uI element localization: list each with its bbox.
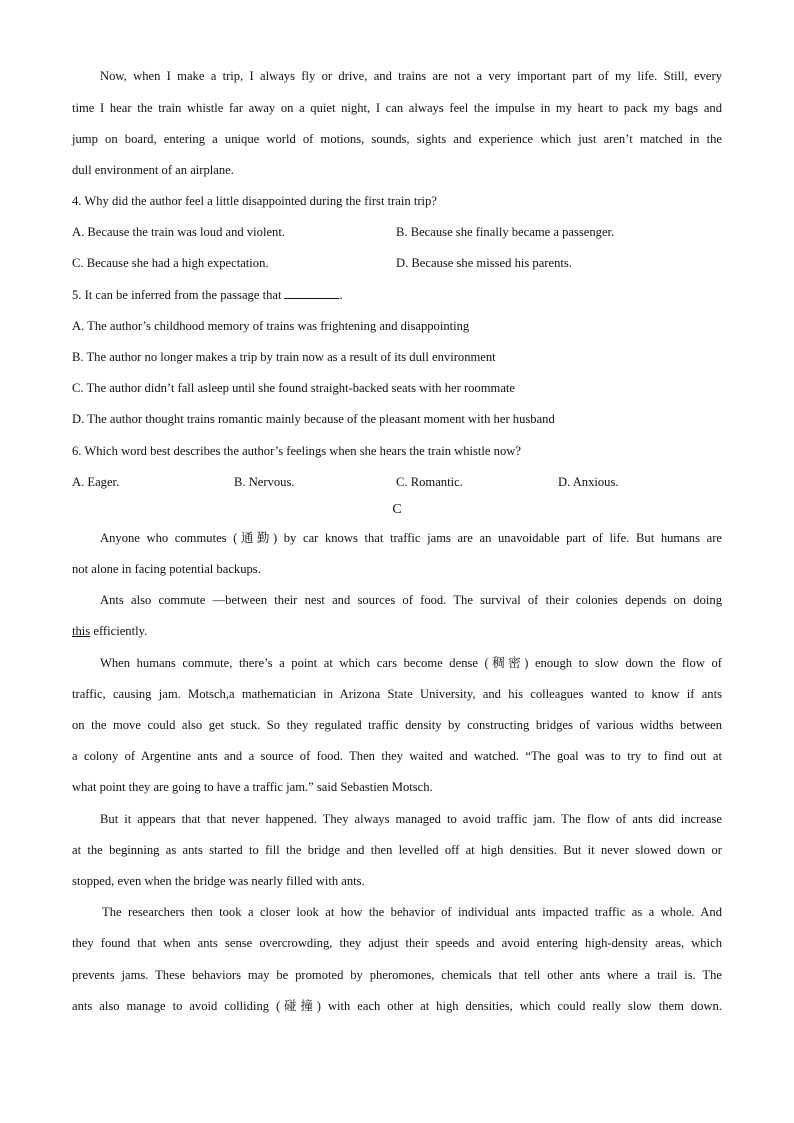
passage-b-line: dull environment of an airplane.: [72, 163, 234, 177]
answer-blank: [284, 287, 339, 299]
passage-c-text: efficiently.: [90, 624, 148, 638]
passage-b-line: time I hear the train whistle far away on a quiet night, I can always feel the impulse in my heart to pack my bags and: [72, 101, 722, 115]
question-5-stem-end: .: [339, 288, 343, 302]
q4-option-c: C. Because she had a high expectation.: [72, 256, 269, 270]
q4-option-d: D. Because she missed his parents.: [396, 256, 572, 270]
passage-c-line: stopped, even when the bridge was nearly filled with ants.: [72, 874, 365, 888]
passage-b-line: jump on board, entering a unique world of motions, sounds, sights and experience which just aren’t matched in the: [72, 132, 722, 146]
passage-c-line: Anyone who commutes (通勤) by car knows that traffic jams are an unavoidable part of life. But humans are: [100, 531, 722, 545]
q4-option-b: B. Because she finally became a passenger.: [396, 225, 615, 239]
q5-option-a: A. The author’s childhood memory of trains was frightening and disappointing: [72, 319, 470, 333]
section-heading: C: [392, 502, 402, 517]
q5-option-d: D. The author thought trains romantic mainly because of the pleasant moment with her husband: [72, 412, 555, 426]
passage-c-line: on the move could also get stuck. So they regulated traffic density by constructing bridges of various widths between: [72, 718, 722, 732]
passage-c-line: not alone in facing potential backups.: [72, 562, 261, 576]
question-5-stem: [72, 287, 722, 303]
passage-c-line: a colony of Argentine ants and a source of food. Then they waited and watched. “The goal was to try to find out at: [72, 749, 722, 763]
q6-option-a: A. Eager.: [72, 475, 120, 489]
passage-c-line: prevents jams. These behaviors may be promoted by pheromones, chemicals that tell other ants where a trail is. The: [72, 968, 722, 982]
q6-option-c: C. Romantic.: [396, 475, 463, 489]
passage-c-line: [72, 623, 722, 639]
passage-c-line: ants also manage to avoid colliding (碰撞) with each other at high densities, which could really slow them down.: [72, 999, 722, 1013]
underlined-word: this: [72, 624, 91, 638]
q5-option-c: C. The author didn’t fall asleep until she found straight-backed seats with her roommate: [72, 381, 516, 395]
passage-c-line: When humans commute, there’s a point at which cars become dense (稠密) enough to slow down the flow of: [100, 656, 722, 670]
passage-c-line: But it appears that that never happened. They always managed to avoid traffic jam. The flow of ants did increase: [100, 812, 722, 826]
q6-option-d: D. Anxious.: [558, 475, 619, 489]
question-4-stem: 4. Why did the author feel a little disappointed during the first train trip?: [72, 194, 437, 208]
q5-option-b: B. The author no longer makes a trip by train now as a result of its dull environment: [72, 350, 496, 364]
passage-c-line: The researchers then took a closer look at how the behavior of individual ants impacted traffic as a whole. And: [102, 905, 722, 919]
q6-option-b: B. Nervous.: [234, 475, 295, 489]
q4-option-a: A. Because the train was loud and violent.: [72, 225, 285, 239]
passage-c-line: at the beginning as ants started to fill the bridge and then levelled off at high densities. But it never slowed down or: [72, 843, 722, 857]
passage-c-line: they found that when ants sense overcrowding, they adjust their speeds and avoid entering high-density areas, which: [72, 936, 722, 950]
passage-c-line: what point they are going to have a traffic jam.” said Sebastien Motsch.: [72, 780, 433, 794]
question-5-stem-text: 5. It can be inferred from the passage that: [72, 288, 282, 302]
passage-b-line: Now, when I make a trip, I always fly or drive, and trains are not a very important part of my life. Still, every: [100, 69, 722, 83]
passage-c-line: traffic, causing jam. Motsch,a mathematician in Arizona State University, and his colleagues wanted to know if ants: [72, 687, 722, 701]
question-6-stem: 6. Which word best describes the author’s feelings when she hears the train whistle now?: [72, 444, 521, 458]
passage-c-line: Ants also commute —between their nest and sources of food. The survival of their colonies depends on doing: [100, 593, 722, 607]
